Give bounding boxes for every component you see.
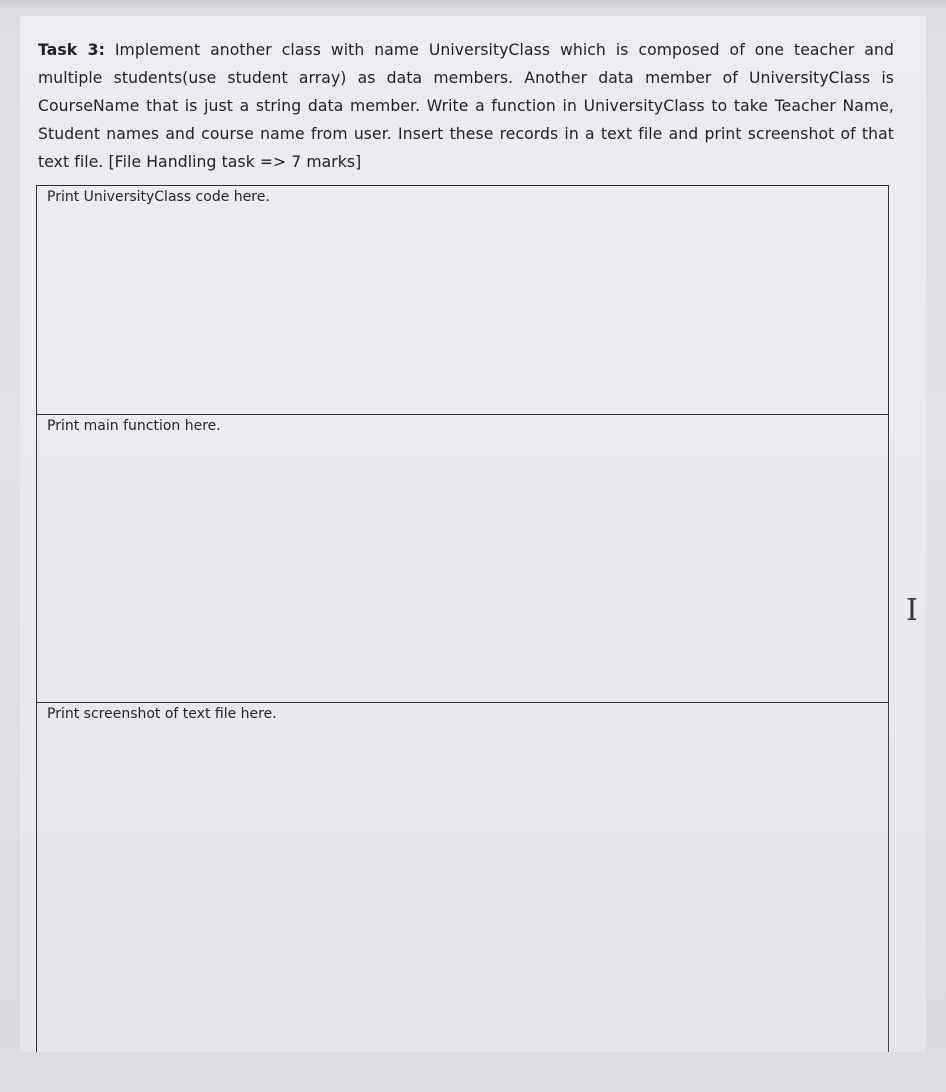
answer-box-label: Print UniversityClass code here. [47, 189, 270, 205]
answer-box-screenshot[interactable] [37, 702, 889, 1054]
answer-box-class-code[interactable] [37, 185, 889, 414]
text-cursor-icon: I [906, 593, 918, 628]
answer-box-label: Print screenshot of text file here. [47, 706, 277, 722]
screen-bezel [0, 0, 946, 12]
task-paragraph [38, 36, 894, 176]
screen-bottom [0, 1052, 946, 1092]
answer-table [36, 185, 889, 1054]
answer-box-main-function[interactable] [37, 414, 889, 702]
task-label: Task 3: [38, 41, 105, 59]
task-text: Implement another class with name UniversityClass which is composed of one teacher and multiple students(use student array) as data members. Another data member of UniversityClass is CourseName that is just a string data member. Write a function in UniversityClass to take Teacher Name, Student names and course name from user. Insert these records in a text file and print screenshot of that text file. [File Handling task => 7 marks] [38, 41, 894, 171]
answer-box-label: Print main function here. [47, 418, 221, 434]
